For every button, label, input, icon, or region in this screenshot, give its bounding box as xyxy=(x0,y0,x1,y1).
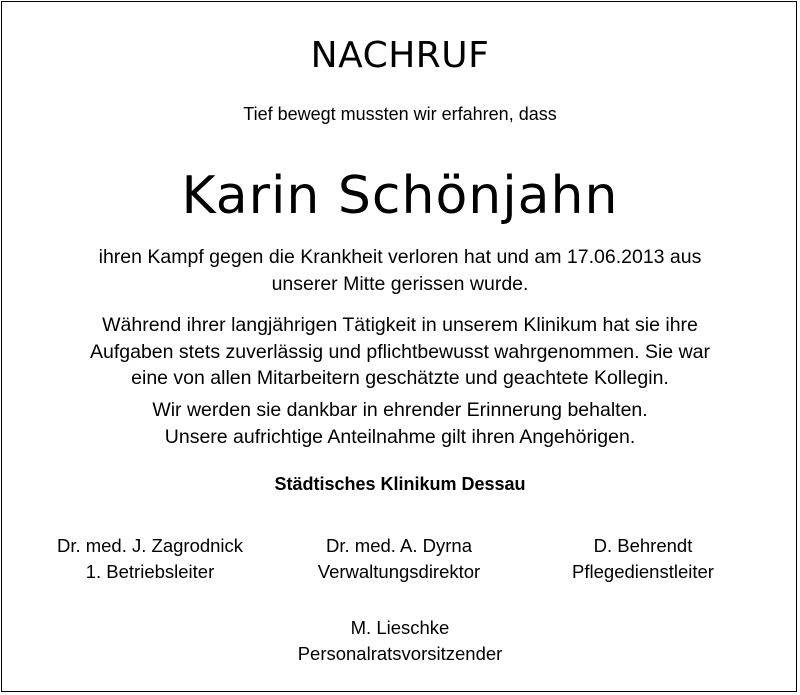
signatory-role: Personalratsvorsitzender xyxy=(297,643,503,664)
paragraph-line: Während ihrer langjährigen Tätigkeit in unserem Klinikum hat sie ihre xyxy=(102,314,698,336)
paragraph-line: Wir werden sie dankbar in ehrender Erinnerung behalten. xyxy=(152,399,648,421)
paragraph-line: Unsere aufrichtige Anteilnahme gilt ihren Angehörigen. xyxy=(164,425,636,448)
paragraph-line: Aufgaben stets zuverlässig und pflichtbewusst wahrgenommen. Sie war xyxy=(90,340,710,363)
deceased-name: Karin Schönjahn xyxy=(181,166,619,226)
signatory xyxy=(279,533,519,585)
signatory xyxy=(280,615,520,667)
paragraph-condolence xyxy=(0,397,800,450)
paragraph-tribute xyxy=(0,312,800,392)
paragraph-line: ihren Kampf gegen die Krankheit verloren hat und am 17.06.2013 aus xyxy=(98,246,702,268)
signatory-role: Pflegedienstleiter xyxy=(572,561,714,582)
signatory-role: Verwaltungsdirektor xyxy=(317,561,481,582)
signatory xyxy=(523,533,763,585)
signatory-name: Dr. med. A. Dyrna xyxy=(326,535,472,556)
notice-title: NACHRUF xyxy=(310,35,490,76)
signatory-name: Dr. med. J. Zagrodnick xyxy=(56,535,244,556)
signatory xyxy=(30,533,270,585)
organization-name: Städtisches Klinikum Dessau xyxy=(274,474,526,494)
signatory-role: 1. Betriebsleiter xyxy=(85,561,215,582)
signatory-name: M. Lieschke xyxy=(350,617,450,638)
signatory-name: D. Behrendt xyxy=(593,535,693,556)
paragraph-line: unserer Mitte gerissen wurde. xyxy=(271,272,529,295)
paragraph-line: eine von allen Mitarbeitern geschätzte und geachtete Kollegin. xyxy=(131,367,669,389)
paragraph-circumstance xyxy=(0,244,800,297)
intro-text: Tief bewegt mussten wir erfahren, dass xyxy=(243,104,557,124)
